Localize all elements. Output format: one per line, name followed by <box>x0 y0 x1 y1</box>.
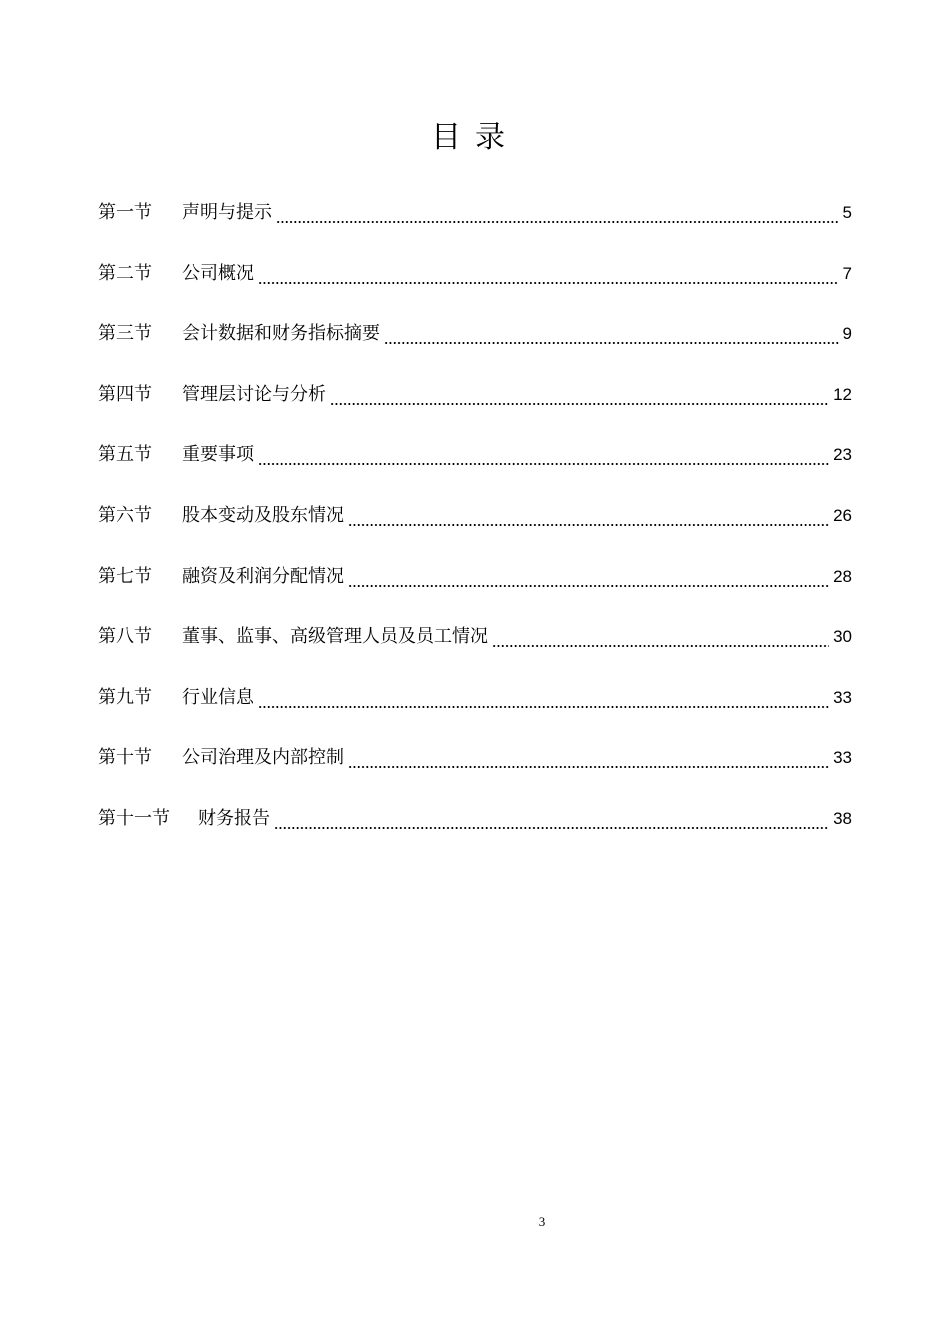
toc-entry-title: 管理层讨论与分析 <box>182 383 326 405</box>
toc-section-label: 第十节 <box>98 747 152 769</box>
toc-page-number: 33 <box>833 748 852 768</box>
toc-page-number: 5 <box>842 203 852 222</box>
toc-entry-title: 融资及利润分配情况 <box>182 565 344 587</box>
toc-entry-title: 会计数据和财务指标摘要 <box>182 323 380 345</box>
toc-page-number: 23 <box>833 445 852 465</box>
toc-entry[interactable] <box>98 380 852 441</box>
toc-page-number: 26 <box>833 505 852 525</box>
toc-section-label: 第七节 <box>98 565 152 587</box>
toc-page-number: 28 <box>833 566 852 586</box>
table-of-contents <box>98 198 852 865</box>
toc-entry-title: 重要事项 <box>182 444 254 466</box>
toc-entry-title: 声明与提示 <box>182 202 272 223</box>
toc-page-number: 30 <box>833 627 852 647</box>
toc-section-label: 第四节 <box>98 383 152 405</box>
toc-section-label: 第十一节 <box>98 807 170 829</box>
dot-leader <box>274 804 829 834</box>
toc-page-number: 38 <box>833 808 852 828</box>
dot-leader <box>384 319 839 349</box>
dot-leader <box>330 380 829 410</box>
dot-leader <box>258 683 829 713</box>
dot-leader <box>348 562 829 592</box>
toc-section-label: 第五节 <box>98 444 152 466</box>
toc-section-label: 第三节 <box>98 323 152 345</box>
dot-leader <box>492 622 829 652</box>
toc-entry[interactable] <box>98 804 852 865</box>
dot-leader <box>348 743 829 773</box>
toc-entry[interactable] <box>98 562 852 623</box>
toc-entry[interactable] <box>98 259 852 320</box>
toc-entry[interactable] <box>98 198 852 259</box>
toc-section-label: 第一节 <box>98 202 152 223</box>
page-title: 目录 <box>431 120 519 155</box>
toc-entry[interactable] <box>98 440 852 501</box>
toc-entry-title: 公司治理及内部控制 <box>182 747 344 769</box>
dot-leader <box>258 259 839 289</box>
dot-leader <box>258 440 829 470</box>
toc-section-label: 第六节 <box>98 504 152 526</box>
toc-entry[interactable] <box>98 501 852 562</box>
page-number: 3 <box>538 1214 546 1229</box>
dot-leader <box>348 501 829 531</box>
toc-page-number: 9 <box>842 324 852 344</box>
toc-entry-title: 股本变动及股东情况 <box>182 504 344 526</box>
toc-entry-title: 董事、监事、高级管理人员及员工情况 <box>182 626 488 648</box>
toc-entry[interactable] <box>98 319 852 380</box>
toc-entry-title: 行业信息 <box>182 686 254 708</box>
toc-entry-title: 公司概况 <box>182 262 254 284</box>
toc-section-label: 第二节 <box>98 262 152 284</box>
dot-leader <box>276 198 839 228</box>
toc-entry-title: 财务报告 <box>198 807 270 829</box>
toc-section-label: 第八节 <box>98 626 152 648</box>
toc-entry[interactable] <box>98 622 852 683</box>
toc-page-number: 7 <box>842 263 852 283</box>
toc-page-number: 33 <box>833 687 852 707</box>
toc-entry[interactable] <box>98 683 852 744</box>
toc-page-number: 12 <box>833 384 852 404</box>
toc-section-label: 第九节 <box>98 686 152 708</box>
toc-entry[interactable] <box>98 743 852 804</box>
